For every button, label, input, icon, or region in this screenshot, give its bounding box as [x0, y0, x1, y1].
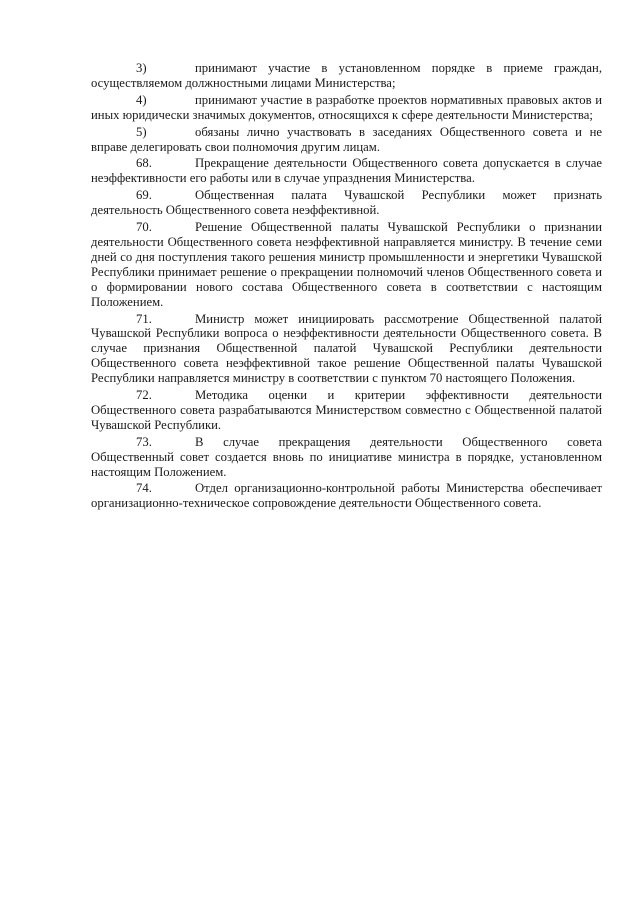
paragraph-text: принимают участие в установленном порядке в приеме граждан, осуществляемом должностными лицами Министерства;	[91, 61, 602, 90]
paragraph-number: 74.	[136, 481, 152, 496]
paragraph-text: обязаны лично участвовать в заседаниях Общественного совета и не вправе делегировать свои полномочия другим лицам.	[91, 124, 602, 154]
paragraph-text: Прекращение деятельности Общественного совета допускается в случае неэффективности его работы или в случае упразднения Министерства.	[91, 156, 602, 186]
paragraph-5	[91, 125, 602, 155]
paragraph-number: 69.	[136, 188, 152, 203]
paragraph-number: 68.	[136, 156, 152, 171]
paragraph-text: Отдел организационно-контрольной работы Министерства обеспечивает организационно-техническое сопровождение деятельности Общественного совета.	[91, 481, 602, 511]
paragraph-74	[91, 481, 602, 511]
paragraph-4	[91, 93, 602, 123]
paragraph-number: 73.	[136, 434, 152, 449]
paragraph-number: 4)	[136, 92, 147, 107]
paragraph-71	[91, 312, 602, 387]
document-page	[91, 61, 602, 513]
paragraph-text: Методика оценки и критерии эффективности деятельности Общественного совета разрабатываются Министерством совместно с Общественной палатой Чувашской Республики.	[91, 388, 602, 432]
paragraph-73	[91, 435, 602, 480]
paragraph-text: Министр может инициировать рассмотрение Общественной палатой Чувашской Республики вопроса о неэффективности деятельности Общественного совета. В случае признания Общественной палатой Чувашской Республики деятельности Общественного совета неэффективной такое решение Общественной палаты Чувашской Республики направляется министру в соответствии с пунктом 70 настоящего Положения.	[91, 311, 602, 386]
paragraph-number: 5)	[136, 124, 147, 139]
paragraph-3	[91, 61, 602, 91]
paragraph-number: 70.	[136, 220, 152, 235]
paragraph-number: 71.	[136, 311, 152, 326]
paragraph-text: Решение Общественной палаты Чувашской Республики о признании деятельности Общественного совета неэффективной направляется министру. В течение семи дней со дня поступления такого решения министр промышленности и энергетики Чувашской Республики принимает решение о прекращении полномочий членов Общественного совета и о формировании нового состава Общественного совета в соответствии с настоящим Положением.	[91, 220, 602, 309]
paragraph-text: принимают участие в разработке проектов нормативных правовых актов и иных юридически значимых документов, относящихся к сфере деятельности Министерства;	[91, 92, 602, 122]
paragraph-70	[91, 220, 602, 309]
paragraph-69	[91, 188, 602, 218]
paragraph-number: 3)	[136, 61, 147, 75]
paragraph-68	[91, 156, 602, 186]
paragraph-72	[91, 388, 602, 433]
paragraph-text: В случае прекращения деятельности Общественного совета Общественный совет создается вновь по инициативе министра в порядке, установленном настоящим Положением.	[91, 434, 602, 479]
paragraph-number: 72.	[136, 388, 152, 403]
paragraph-text: Общественная палата Чувашской Республики может признать деятельность Общественного совета неэффективной.	[91, 188, 602, 218]
